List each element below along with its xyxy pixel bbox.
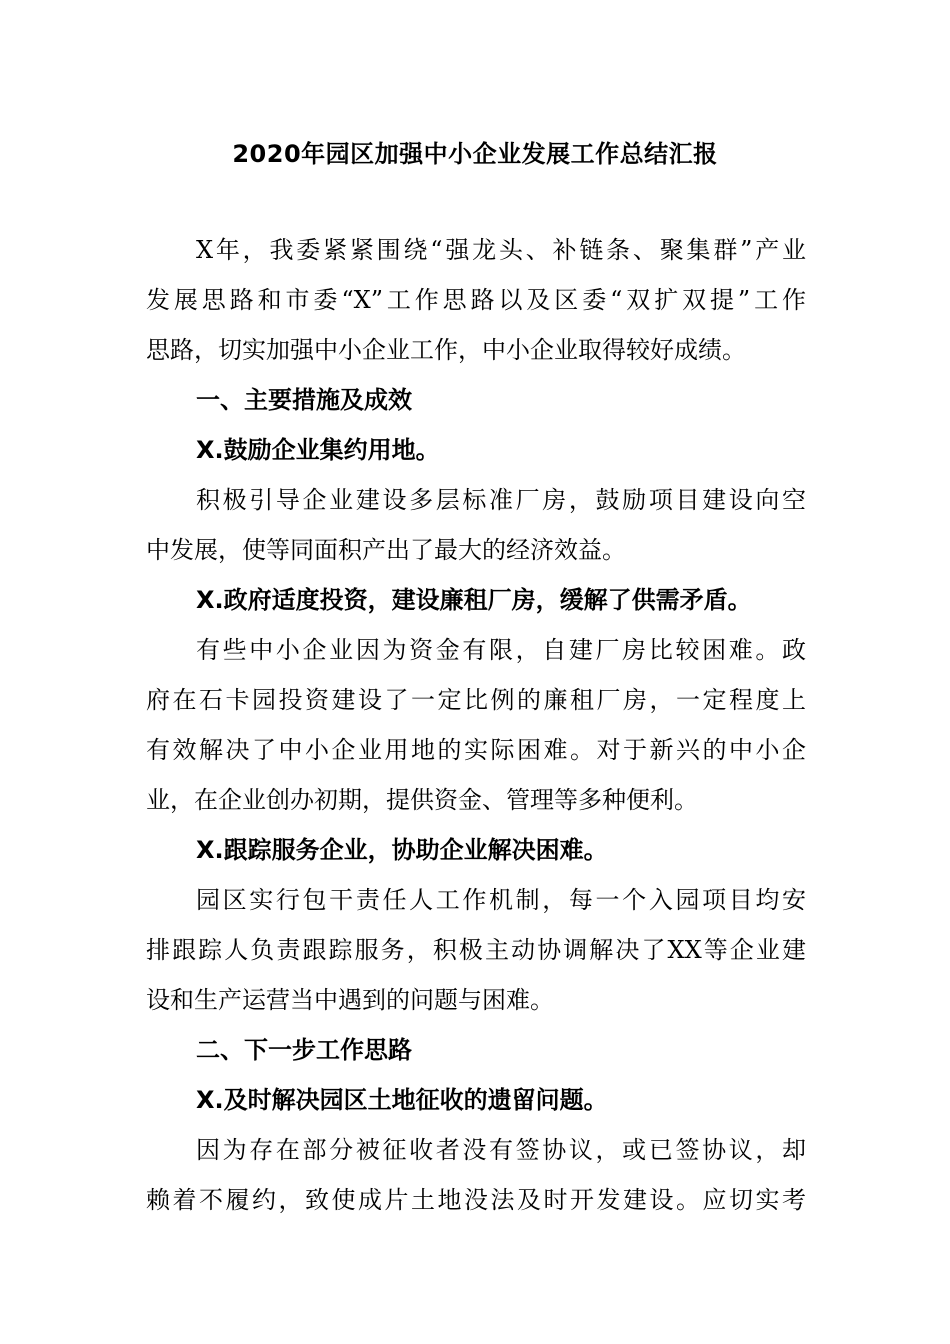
section-1-item-2-line-4: 业，在企业创办初期，提供资金、管理等多种便利。: [146, 786, 698, 814]
section-1-item-1-heading: X.鼓励企业集约用地。: [196, 436, 440, 464]
section-1-item-3-line-2: 排跟踪人负责跟踪服务，积极主动协调解决了XX等企业建: [146, 936, 806, 964]
section-1-item-1-line-1: 积极引导企业建设多层标准厂房，鼓励项目建设向空: [196, 486, 806, 514]
intro-line-1: X年，我委紧紧围绕“强龙头、补链条、聚集群”产业: [196, 236, 806, 264]
section-1-item-2-line-3: 有效解决了中小企业用地的实际困难。对于新兴的中小企: [146, 736, 806, 764]
section-1-item-2-line-2: 府在石卡园投资建设了一定比例的廉租厂房，一定程度上: [146, 686, 806, 714]
document-title: 2020年园区加强中小企业发展工作总结汇报: [232, 140, 718, 168]
intro-line-3: 思路，切实加强中小企业工作，中小企业取得较好成绩。: [146, 336, 746, 364]
section-1-item-3-line-3: 设和生产运营当中遇到的问题与困难。: [146, 986, 554, 1014]
section-1-item-2-heading: X.政府适度投资，建设廉租厂房，缓解了供需矛盾。: [196, 586, 752, 614]
section-1-heading: 一、主要措施及成效: [196, 386, 412, 414]
section-2-item-1-heading: X.及时解决园区土地征收的遗留问题。: [196, 1086, 608, 1114]
section-2-heading: 二、下一步工作思路: [196, 1036, 412, 1064]
section-2-item-1-line-2: 赖着不履约，致使成片土地没法及时开发建设。应切实考: [146, 1186, 806, 1214]
section-1-item-2-line-1: 有些中小企业因为资金有限，自建厂房比较困难。政: [196, 636, 806, 664]
section-1-item-1-line-2: 中发展，使等同面积产出了最大的经济效益。: [146, 536, 626, 564]
intro-line-2: 发展思路和市委“X”工作思路以及区委“双扩双提”工作: [146, 286, 806, 314]
section-2-item-1-line-1: 因为存在部分被征收者没有签协议，或已签协议，却: [196, 1136, 806, 1164]
section-1-item-3-heading: X.跟踪服务企业，协助企业解决困难。: [196, 836, 608, 864]
section-1-item-3-line-1: 园区实行包干责任人工作机制，每一个入园项目均安: [196, 886, 806, 914]
